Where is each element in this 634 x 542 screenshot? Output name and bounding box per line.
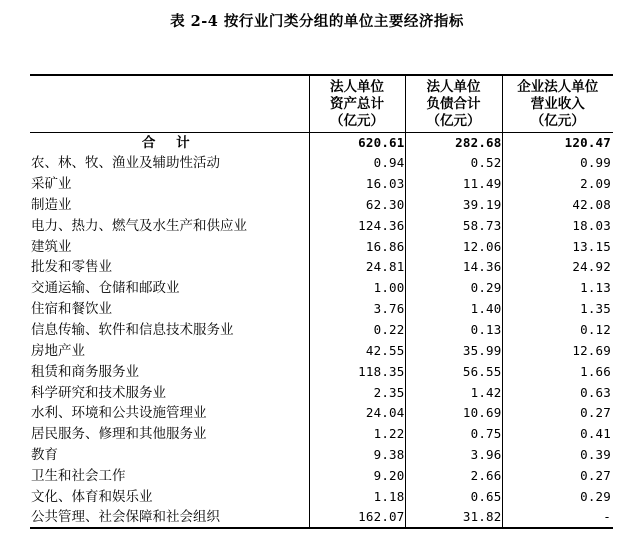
total-revenue: 120.47 <box>564 134 611 150</box>
liabilities-value: 3.96 <box>405 445 502 466</box>
header-line: 资产总计 <box>330 95 384 112</box>
industry-name: 采矿业 <box>30 174 309 195</box>
header-total-assets <box>309 75 405 132</box>
table-row <box>30 382 613 403</box>
header-row <box>30 75 613 132</box>
assets-value: 1.22 <box>309 424 405 445</box>
revenue-value: 0.99 <box>580 155 611 171</box>
assets-value: 42.55 <box>309 340 405 361</box>
industry-name: 卫生和社会工作 <box>30 466 309 487</box>
table-row <box>30 153 613 174</box>
industry-name: 制造业 <box>30 195 309 216</box>
liabilities-value: 0.13 <box>405 320 502 341</box>
economic-indicators-table <box>30 74 613 529</box>
header-line: 营业收入 <box>530 95 585 112</box>
liabilities-value: 2.66 <box>405 466 502 487</box>
liabilities-value: 0.52 <box>405 153 502 174</box>
liabilities-value: 0.29 <box>405 278 502 299</box>
header-line: 负债合计 <box>426 95 481 112</box>
revenue-value: 0.12 <box>580 322 611 338</box>
assets-value: 9.20 <box>309 466 405 487</box>
industry-name: 文化、体育和娱乐业 <box>30 486 309 507</box>
revenue-value: 12.69 <box>572 342 611 358</box>
table-row <box>30 361 613 382</box>
revenue-value: 13.15 <box>572 238 611 254</box>
total-liabilities: 282.68 <box>405 132 502 153</box>
header-industry <box>30 75 309 132</box>
table-row <box>30 424 613 445</box>
industry-name: 租赁和商务服务业 <box>30 361 309 382</box>
liabilities-value: 12.06 <box>405 236 502 257</box>
assets-value: 2.35 <box>309 382 405 403</box>
industry-name: 建筑业 <box>30 236 309 257</box>
industry-name: 房地产业 <box>30 340 309 361</box>
assets-value: 0.94 <box>309 153 405 174</box>
assets-value: 1.18 <box>309 486 405 507</box>
revenue-value: 0.27 <box>580 405 611 421</box>
industry-name: 电力、热力、燃气及水生产和供应业 <box>30 215 309 236</box>
industry-name: 教育 <box>30 445 309 466</box>
revenue-value: 42.08 <box>572 196 611 212</box>
assets-value: 16.86 <box>309 236 405 257</box>
table-row <box>30 445 613 466</box>
table-row <box>30 236 613 257</box>
total-label: 合 计 <box>30 132 309 153</box>
assets-value: 118.35 <box>309 361 405 382</box>
revenue-value: 0.63 <box>580 384 611 400</box>
liabilities-value: 39.19 <box>405 195 502 216</box>
industry-name: 住宿和餐饮业 <box>30 299 309 320</box>
assets-value: 62.30 <box>309 195 405 216</box>
liabilities-value: 1.40 <box>405 299 502 320</box>
revenue-value: 1.13 <box>580 280 611 296</box>
table-row <box>30 340 613 361</box>
industry-name: 水利、环境和公共设施管理业 <box>30 403 309 424</box>
assets-value: 24.81 <box>309 257 405 278</box>
table-row <box>30 215 613 236</box>
table-row <box>30 466 613 487</box>
liabilities-value: 0.65 <box>405 486 502 507</box>
table-row <box>30 403 613 424</box>
liabilities-value: 10.69 <box>405 403 502 424</box>
industry-name: 居民服务、修理和其他服务业 <box>30 424 309 445</box>
industry-name: 科学研究和技术服务业 <box>30 382 309 403</box>
assets-value: 124.36 <box>309 215 405 236</box>
liabilities-value: 35.99 <box>405 340 502 361</box>
table-row <box>30 320 613 341</box>
assets-value: 24.04 <box>309 403 405 424</box>
industry-name: 农、林、牧、渔业及辅助性活动 <box>30 153 309 174</box>
assets-value: 16.03 <box>309 174 405 195</box>
industry-name: 批发和零售业 <box>30 257 309 278</box>
revenue-value: 0.41 <box>580 426 611 442</box>
revenue-value: 2.09 <box>580 176 611 192</box>
header-line: 法人单位 <box>426 78 481 95</box>
table-title: 表 2-4 按行业门类分组的单位主要经济指标 <box>170 13 464 30</box>
table-row <box>30 278 613 299</box>
header-total-liabilities <box>405 75 502 132</box>
total-row <box>30 132 613 153</box>
revenue-value: 18.03 <box>572 217 611 233</box>
table-row <box>30 257 613 278</box>
liabilities-value: 1.42 <box>405 382 502 403</box>
table-row <box>30 507 613 528</box>
revenue-value: - <box>502 507 613 528</box>
industry-name: 交通运输、仓储和邮政业 <box>30 278 309 299</box>
revenue-value: 0.39 <box>580 447 611 463</box>
total-assets: 620.61 <box>309 132 405 153</box>
liabilities-value: 31.82 <box>405 507 502 528</box>
assets-value: 162.07 <box>309 507 405 528</box>
revenue-value: 24.92 <box>572 259 611 275</box>
table-row <box>30 174 613 195</box>
revenue-value: 1.35 <box>580 301 611 317</box>
header-line: （亿元） <box>530 112 585 129</box>
table-row <box>30 299 613 320</box>
liabilities-value: 11.49 <box>405 174 502 195</box>
assets-value: 3.76 <box>309 299 405 320</box>
table-row <box>30 195 613 216</box>
header-line: （亿元） <box>426 112 481 129</box>
revenue-value: 0.29 <box>580 488 611 504</box>
revenue-value: 1.66 <box>580 363 611 379</box>
assets-value: 0.22 <box>309 320 405 341</box>
header-line: 法人单位 <box>330 78 384 95</box>
industry-name: 公共管理、社会保障和社会组织 <box>30 507 309 528</box>
liabilities-value: 14.36 <box>405 257 502 278</box>
assets-value: 9.38 <box>309 445 405 466</box>
table-row <box>30 486 613 507</box>
header-line: 企业法人单位 <box>517 78 599 95</box>
header-operating-revenue <box>502 75 613 132</box>
liabilities-value: 56.55 <box>405 361 502 382</box>
revenue-value: 0.27 <box>580 467 611 483</box>
header-line: （亿元） <box>330 112 384 129</box>
assets-value: 1.00 <box>309 278 405 299</box>
liabilities-value: 58.73 <box>405 215 502 236</box>
industry-name: 信息传输、软件和信息技术服务业 <box>30 320 309 341</box>
liabilities-value: 0.75 <box>405 424 502 445</box>
